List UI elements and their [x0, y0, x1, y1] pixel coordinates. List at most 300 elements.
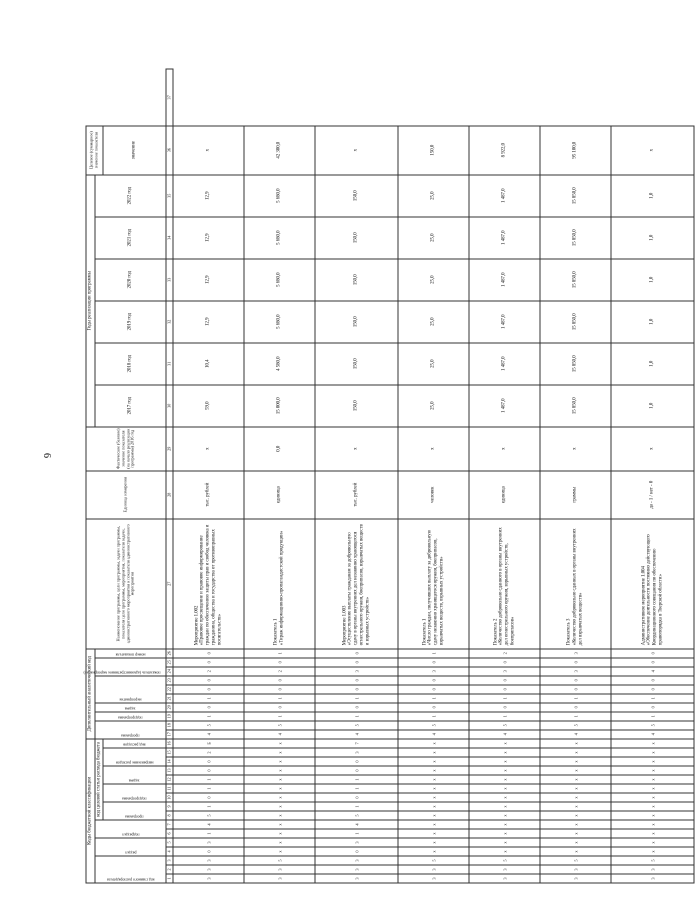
code-cell: х [398, 802, 469, 811]
code-cell: 1 [315, 712, 398, 721]
code-cell: 5 [540, 856, 611, 865]
code-cell: 0 [398, 676, 469, 685]
code-cell: 1 [315, 775, 398, 784]
code-cell: 3 [315, 838, 398, 847]
code-cell: 0 [469, 685, 540, 694]
extra-task-header: задача [124, 706, 136, 712]
code-cell: 0 [244, 676, 315, 685]
code-cell: 0 [398, 685, 469, 694]
code-cell: 5 [469, 856, 540, 865]
code-cell: х [398, 838, 469, 847]
actual-value-cell: х [173, 427, 244, 471]
code-cell: х [540, 793, 611, 802]
column-index-cell: 18 [166, 721, 173, 730]
name-cell: Мероприятие 1.002 «Правовое просвещение и правовое информирование граждан по обеспечению защиты прав и свобод человека и гражданина, общества и государства от противоправных посягательств» [173, 519, 244, 649]
code-cell: 0 [315, 649, 398, 658]
column-index-cell: 29 [166, 427, 173, 471]
code-cell: х [540, 784, 611, 793]
year-2018-cell: 4 580,0 [244, 343, 315, 385]
year-2017-header: 2017 год [95, 385, 167, 427]
code-cell: х [611, 838, 694, 847]
code-cell: 0 [173, 766, 244, 775]
column-index-cell: 24 [166, 667, 173, 676]
code-cell: х [398, 820, 469, 829]
code-cell: 1 [315, 784, 398, 793]
code-cell: 3 [315, 667, 398, 676]
year-2022-cell: 5 680,0 [244, 175, 315, 217]
year-2017-cell: 25,0 [398, 385, 469, 427]
code-cell: 7 [315, 739, 398, 748]
year-2018-cell: 1 487,0 [469, 343, 540, 385]
code-cell: 5 [540, 721, 611, 730]
year-2017-cell: 59,0 [173, 385, 244, 427]
code-cell: х [244, 775, 315, 784]
code-cell: 3 [315, 748, 398, 757]
column-index-cell: 23 [166, 676, 173, 685]
column-index-cell: 32 [166, 301, 173, 343]
year-2020-cell: 5 680,0 [244, 259, 315, 301]
unit-cell: единица [469, 471, 540, 519]
year-2018-header: 2018 год [95, 343, 167, 385]
column-index-cell: 7 [166, 820, 173, 829]
column-index-cell: 20 [166, 703, 173, 712]
column-index-cell: 22 [166, 685, 173, 694]
year-2022-cell: 1 487,0 [469, 175, 540, 217]
target-value-cell: 8 922,0 [469, 126, 540, 175]
code-cell: 3 [540, 649, 611, 658]
code-cell: 2 [173, 667, 244, 676]
code-cell: 0 [611, 703, 694, 712]
column-index-cell: 11 [166, 784, 173, 793]
year-2018-cell: 150,0 [315, 343, 398, 385]
code-cell: 0 [315, 847, 398, 856]
year-2018-cell: 1,0 [611, 343, 694, 385]
code-cell: х [469, 766, 540, 775]
code-cell: х [244, 838, 315, 847]
code-cell: х [611, 775, 694, 784]
actual-value-cell: х [611, 427, 694, 471]
year-2020-cell: 15 850,0 [540, 259, 611, 301]
code-cell: 1 [244, 694, 315, 703]
year-2019-cell: 150,0 [315, 301, 398, 343]
column-index-cell: 2 [166, 865, 173, 874]
year-2020-header: 2020 год [95, 259, 167, 301]
unit-header: Единица измерения [86, 471, 166, 519]
column-index-cell: 15 [166, 748, 173, 757]
code-cell: 0 [611, 649, 694, 658]
code-cell: х [611, 757, 694, 766]
year-2021-cell: 5 680,0 [244, 217, 315, 259]
column-index-cell: 30 [166, 385, 173, 427]
name-cell: Мероприятие 1.003 «Осуществление выплаты гражданам за добровольную сдачу в органы внутренних дел незаконно хранящегося огнестрельного оружия, боеприпасов, взрывчатых веществ и взрывных устройств» [315, 519, 398, 649]
years-header: Годы реализации программы [86, 175, 95, 427]
column-index-cell: 27 [166, 519, 173, 649]
code-cell: х [398, 766, 469, 775]
year-2019-cell: 1,0 [611, 301, 694, 343]
code-cell: 0 [173, 793, 244, 802]
code-cell: х [398, 793, 469, 802]
code-cell: х [540, 766, 611, 775]
code-cell: х [540, 802, 611, 811]
code-cell: 1 [398, 712, 469, 721]
code-cell: 3 [315, 874, 398, 883]
column-index-cell: 26 [166, 649, 173, 658]
code-cell: 3 [469, 865, 540, 874]
code-cell: 0 [398, 658, 469, 667]
code-cell: х [398, 784, 469, 793]
column-index-row [166, 69, 173, 883]
code-cell: 4 [469, 730, 540, 739]
target-header: Целевое (суммарное) значение показателя [86, 126, 103, 175]
code-cell: 1 [315, 802, 398, 811]
code-cell: 0 [611, 676, 694, 685]
code-cell: 1 [173, 802, 244, 811]
unit-cell: тыс. рублей [315, 471, 398, 519]
code-cell: 0 [611, 685, 694, 694]
column-index-cell: 33 [166, 259, 173, 301]
code-cell: х [469, 793, 540, 802]
column-index-cell: 14 [166, 757, 173, 766]
year-2017-cell: 1 487,0 [469, 385, 540, 427]
code-cell: 5 [244, 856, 315, 865]
code-cell: 0 [469, 658, 540, 667]
code-cell: 3 [173, 874, 244, 883]
subsection-header: подраздел [121, 832, 139, 838]
code-cell: х [540, 829, 611, 838]
code-cell: х [469, 748, 540, 757]
year-2021-cell: 1 487,0 [469, 217, 540, 259]
code-cell: 0 [469, 703, 540, 712]
code-cell: х [611, 829, 694, 838]
code-cell: 3 [315, 856, 398, 865]
year-2018-cell: 25,0 [398, 343, 469, 385]
rotated-table-container [83, 69, 664, 884]
year-2021-cell: 25,0 [398, 217, 469, 259]
code-cell: х [611, 793, 694, 802]
code-cell: 4 [173, 730, 244, 739]
year-2017-cell: 1,0 [611, 385, 694, 427]
unit-cell: граммы [540, 471, 611, 519]
code-cell: 0 [398, 703, 469, 712]
code-cell: х [244, 739, 315, 748]
code-cell: х [244, 766, 315, 775]
code-cell: 3 [315, 865, 398, 874]
code-cell: 5 [173, 811, 244, 820]
year-2019-cell: 1 487,0 [469, 301, 540, 343]
code-cell: 0 [540, 658, 611, 667]
target-value-cell: 42 300,0 [244, 126, 315, 175]
target-value-cell: 150,0 [398, 126, 469, 175]
year-2017-cell: 15 000,0 [244, 385, 315, 427]
code-cell: х [611, 748, 694, 757]
column-index-cell: 36 [166, 126, 173, 175]
year-2020-cell: 1,0 [611, 259, 694, 301]
code-cell: х [469, 775, 540, 784]
actual-value-cell: 0,0 [244, 427, 315, 471]
code-cell: х [469, 820, 540, 829]
code-cell: 3 [469, 874, 540, 883]
code-cell: х [469, 757, 540, 766]
year-2017-cell: 15 850,0 [540, 385, 611, 427]
program-header: программа [125, 814, 144, 820]
code-cell: х [244, 829, 315, 838]
code-cell: 0 [540, 685, 611, 694]
target-value-cell: 95 100,0 [540, 126, 611, 175]
code-cell: 0 [173, 757, 244, 766]
target-value-cell: х [611, 126, 694, 175]
code-cell: 3 [244, 865, 315, 874]
code-cell: 0 [173, 676, 244, 685]
code-cell: 1 [244, 649, 315, 658]
year-2019-cell: 15 850,0 [540, 301, 611, 343]
code-cell: х [540, 748, 611, 757]
year-2022-header: 2022 год [95, 175, 167, 217]
year-2020-cell: 25,0 [398, 259, 469, 301]
table-row [540, 69, 611, 883]
code-cell: 5 [398, 721, 469, 730]
actual-value-cell: х [398, 427, 469, 471]
code-cell: 5 [611, 721, 694, 730]
year-2019-cell: 25,0 [398, 301, 469, 343]
actual-value-cell: х [469, 427, 540, 471]
column-index-cell: 1 [166, 874, 173, 883]
code-cell: 5 [315, 811, 398, 820]
page-number: 6 [41, 453, 52, 458]
code-cell: 5 [398, 856, 469, 865]
code-cell: х [469, 811, 540, 820]
code-cell: 3 [540, 865, 611, 874]
table-row [244, 69, 315, 883]
code-cell: 3 [244, 874, 315, 883]
code-cell: 1 [469, 694, 540, 703]
code-cell: 0 [173, 703, 244, 712]
name-cell: Показатель 2 «Количество добровольно сданного в органы внутренних дел огнестрельного оружия, взрывных устройств, боеприпасов» [469, 519, 540, 649]
code-cell: х [244, 811, 315, 820]
direction-header: направление расходов [115, 760, 154, 766]
code-cell: 5 [315, 721, 398, 730]
name-cell: Показатель 3 «Количество добровольно сданных в органы внутренних дел взрывчатых веществ» [540, 519, 611, 649]
budget-codes-header: Коды бюджетной классификации [86, 739, 95, 883]
code-cell: 0 [244, 658, 315, 667]
column-index-cell: 37 [166, 69, 173, 126]
code-cell: 1 [244, 712, 315, 721]
name-cell: Административное мероприятие 1.004 «Обеспечение деятельности постоянно действующего Координационного совещания по обеспечению правопорядка в Тверской области» [611, 519, 694, 649]
code-cell: 0 [315, 757, 398, 766]
code-cell: 0 [173, 847, 244, 856]
task-header: задача [129, 778, 140, 784]
code-cell: 0 [173, 658, 244, 667]
year-2019-header: 2019 год [95, 301, 167, 343]
column-index-cell: 34 [166, 217, 173, 259]
expense-type-header: вид расходов [123, 742, 146, 748]
code-cell: 5 [469, 721, 540, 730]
code-cell: 3 [611, 874, 694, 883]
code-cell: х [611, 739, 694, 748]
column-index-cell: 13 [166, 766, 173, 775]
code-cell: х [540, 811, 611, 820]
code-cell: 0 [469, 676, 540, 685]
code-cell: 1 [611, 712, 694, 721]
column-index-cell: 3 [166, 856, 173, 865]
code-cell: 1 [469, 712, 540, 721]
code-cell: 3 [173, 856, 244, 865]
code-cell: х [244, 757, 315, 766]
year-2017-cell: 150,0 [315, 385, 398, 427]
code-cell: 3 [611, 865, 694, 874]
actual-value-header: Фактическое (базовое) значение показателя (на начало реализации программы) 2016 год [86, 427, 166, 471]
extra-number-header: номер показателя [115, 652, 146, 658]
code-cell: х [469, 847, 540, 856]
code-cell: 1 [173, 775, 244, 784]
year-2018-cell: 15 850,0 [540, 343, 611, 385]
column-index-cell: 12 [166, 775, 173, 784]
name-column-header: Наименование программы, цели программы, задачи программы, показателя цели программы, мероприятия, показателя задачи, административного мероприятия и показателя административного мероприятия [86, 519, 166, 649]
code-cell: 1 [315, 829, 398, 838]
column-index-cell: 17 [166, 730, 173, 739]
section-header: раздел [124, 850, 136, 856]
year-2022-cell: 25,0 [398, 175, 469, 217]
code-cell: 4 [611, 730, 694, 739]
program-indicators-table [83, 69, 695, 884]
code-cell: х [540, 757, 611, 766]
code-cell: х [611, 820, 694, 829]
code-cell: 3 [398, 874, 469, 883]
code-cell: х [244, 748, 315, 757]
column-index-cell: 19 [166, 712, 173, 721]
table-row [315, 69, 398, 883]
unit-cell: единица [244, 471, 315, 519]
code-cell: х [244, 793, 315, 802]
code-cell: х [398, 757, 469, 766]
code-cell: 5 [173, 721, 244, 730]
code-cell: 0 [244, 703, 315, 712]
year-2020-cell: 150,0 [315, 259, 398, 301]
year-2021-cell: 150,0 [315, 217, 398, 259]
column-index-cell: 16 [166, 739, 173, 748]
code-cell: х [469, 784, 540, 793]
code-cell: 3 [540, 667, 611, 676]
code-cell: 3 [173, 865, 244, 874]
column-index-cell: 28 [166, 471, 173, 519]
code-cell: 4 [315, 730, 398, 739]
column-index-cell: 9 [166, 802, 173, 811]
unit-cell: да - 1 / нет - 0 [611, 471, 694, 519]
code-cell: 0 [611, 658, 694, 667]
year-2019-cell: 5 680,0 [244, 301, 315, 343]
code-cell: Б [173, 739, 244, 748]
code-cell: 3 [540, 874, 611, 883]
year-2018-cell: 10,4 [173, 343, 244, 385]
name-cell: Показатель 1 «Тираж информационно-пропагандистской продукции» [244, 519, 315, 649]
extra-program-header: программа [121, 733, 140, 739]
column-index-cell: 25 [166, 658, 173, 667]
year-2021-cell: 1,0 [611, 217, 694, 259]
code-cell: 0 [540, 703, 611, 712]
unit-cell: тыс. рублей [173, 471, 244, 519]
code-cell: 0 [540, 676, 611, 685]
target-article-header: код целевой статьи расхода бюджета [95, 739, 104, 820]
code-cell: х [244, 802, 315, 811]
target-value-cell: х [173, 126, 244, 175]
code-cell: 4 [315, 820, 398, 829]
column-index-cell: 5 [166, 838, 173, 847]
code-cell: 4 [540, 730, 611, 739]
code-cell: 1 [398, 649, 469, 658]
code-cell: х [398, 829, 469, 838]
column-index-cell: 10 [166, 793, 173, 802]
code-cell: х [398, 811, 469, 820]
code-cell: 3 [398, 865, 469, 874]
code-cell: 5 [611, 856, 694, 865]
actual-value-cell: х [540, 427, 611, 471]
code-cell: х [469, 739, 540, 748]
year-2022-cell: 15 850,0 [540, 175, 611, 217]
code-cell: х [398, 775, 469, 784]
code-cell: 5 [244, 721, 315, 730]
target-value-header: значение [103, 126, 166, 175]
code-cell: х [398, 748, 469, 757]
code-cell: 1 [540, 694, 611, 703]
code-cell: х [469, 838, 540, 847]
code-cell: х [244, 847, 315, 856]
code-cell: х [540, 847, 611, 856]
code-cell: х [540, 838, 611, 847]
year-2021-cell: 12,9 [173, 217, 244, 259]
code-cell: х [611, 847, 694, 856]
code-cell: 1 [540, 712, 611, 721]
code-cell: х [540, 820, 611, 829]
code-cell: 1 [398, 694, 469, 703]
code-cell: х [244, 784, 315, 793]
year-2022-cell: 1,0 [611, 175, 694, 217]
code-cell: 1 [173, 829, 244, 838]
column-index-cell: 31 [166, 343, 173, 385]
code-cell: 1 [173, 784, 244, 793]
extra-subprogram-header: подпрограмма [118, 715, 143, 721]
unit-cell: человек [398, 471, 469, 519]
code-cell: 4 [611, 667, 694, 676]
code-cell: х [398, 739, 469, 748]
year-2021-cell: 15 850,0 [540, 217, 611, 259]
code-cell: х [611, 802, 694, 811]
code-cell: х [540, 739, 611, 748]
table-row [398, 69, 469, 883]
code-cell: х [398, 847, 469, 856]
code-cell: х [244, 820, 315, 829]
column-index-cell: 6 [166, 829, 173, 838]
code-cell: 0 [315, 793, 398, 802]
code-cell: 3 [398, 667, 469, 676]
code-cell: 1 [315, 694, 398, 703]
code-cell: 3 [469, 667, 540, 676]
code-cell: 2 [469, 649, 540, 658]
code-cell: 0 [173, 649, 244, 658]
year-2020-cell: 1 487,0 [469, 259, 540, 301]
code-cell: 2 [244, 667, 315, 676]
year-2022-cell: 150,0 [315, 175, 398, 217]
code-cell: 1 [611, 694, 694, 703]
code-cell: х [540, 775, 611, 784]
year-2020-cell: 12,9 [173, 259, 244, 301]
code-cell: 0 [315, 676, 398, 685]
code-cell: 4 [244, 730, 315, 739]
column-index-cell: 8 [166, 811, 173, 820]
code-cell: 3 [173, 838, 244, 847]
code-cell: х [611, 766, 694, 775]
table-row [611, 69, 694, 883]
table-body [173, 69, 694, 883]
code-cell: 0 [315, 766, 398, 775]
